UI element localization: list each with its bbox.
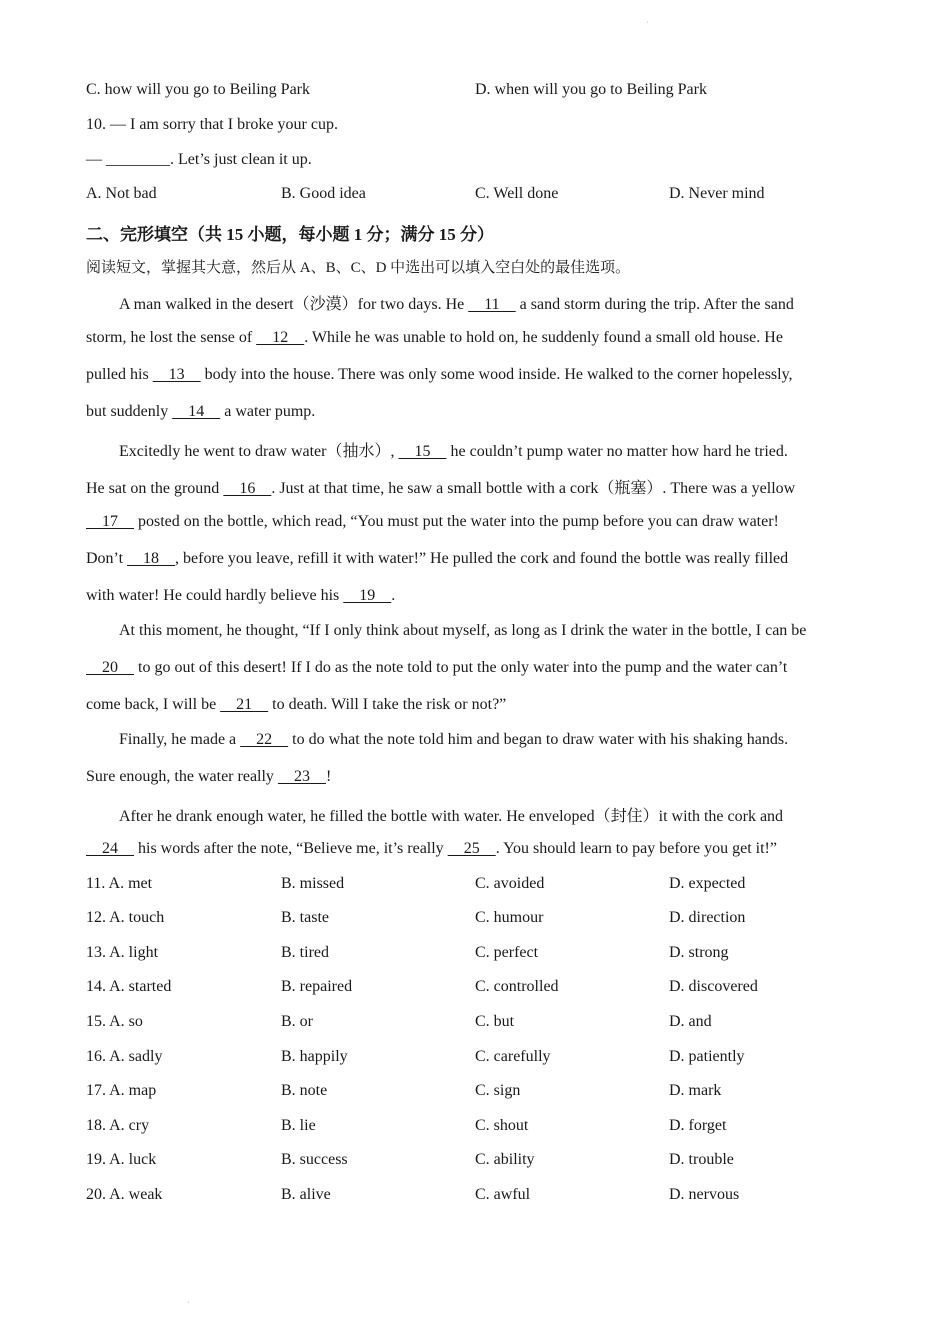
option-c: C. ability — [475, 1151, 535, 1168]
blank-25: 25 — [447, 840, 496, 857]
blank-24: 24 — [86, 840, 134, 857]
q10-option-b: B. Good idea — [281, 185, 366, 202]
p1-text: pulled his — [86, 366, 153, 383]
p2-line5 — [86, 587, 395, 605]
option-c: C. avoided — [475, 875, 545, 892]
p2-line3 — [86, 513, 779, 531]
q9-option-c: C. how will you go to Beiling Park — [86, 81, 310, 98]
q10-option-d: D. Never mind — [669, 185, 765, 202]
p1-text: storm, he lost the sense of — [86, 329, 257, 346]
section-instruction: 阅读短文，掌握其大意，然后从 A、B、C、D 中选出可以填入空白处的最佳选项。 — [86, 260, 631, 276]
p5-line1: After he drank enough water, he filled the bottle with water. He enveloped（封住）it with the cork and — [119, 808, 784, 825]
blank-15: 15 — [398, 443, 447, 460]
p1-text: body into the house. There was only some wood inside. He walked to the corner hopelessly, — [200, 366, 793, 383]
option-b: B. happily — [281, 1048, 348, 1065]
option-b: B. taste — [281, 909, 329, 926]
p2-text: Don’t — [86, 550, 128, 567]
question-row — [86, 1186, 866, 1208]
page-mark-top: · — [646, 18, 649, 27]
option-d: D. expected — [669, 875, 746, 892]
p3-text: to go out of this desert! If I do as the note told to put the only water into the pump and the water can’t — [134, 659, 788, 676]
option-b: B. or — [281, 1013, 313, 1030]
blank-18: 18 — [127, 550, 176, 567]
option-d: D. strong — [669, 944, 729, 961]
question-row — [86, 1151, 866, 1173]
question-row — [86, 1117, 866, 1139]
blank-16: 16 — [223, 480, 272, 497]
option-b: B. note — [281, 1082, 328, 1099]
page-mark-bottom: · — [187, 1298, 190, 1307]
option-a: 15. A. so — [86, 1013, 143, 1030]
option-b: B. success — [281, 1151, 348, 1168]
blank-20: 20 — [86, 659, 134, 676]
p2-text: Excitedly he went to draw water（抽水）, — [119, 443, 399, 460]
p1-text: a water pump. — [220, 403, 316, 420]
option-c: C. carefully — [475, 1048, 551, 1065]
p3-line3 — [86, 696, 506, 714]
option-c: C. humour — [475, 909, 544, 926]
option-a: 18. A. cry — [86, 1117, 150, 1134]
option-b: B. repaired — [281, 978, 353, 995]
p2-text: . Just at that time, he saw a small bottle with a cork（瓶塞）. There was a yellow — [271, 480, 796, 497]
option-d: D. discovered — [669, 978, 758, 995]
p1-text: A man walked in the desert（沙漠）for two days. He — [119, 296, 469, 313]
blank-14: 14 — [172, 403, 221, 420]
p4-text: Finally, he made a — [119, 731, 241, 748]
blank-19: 19 — [343, 587, 392, 604]
option-d: D. nervous — [669, 1186, 740, 1203]
p1-text: a sand storm during the trip. After the sand — [515, 296, 794, 313]
q10-option-a: A. Not bad — [86, 185, 157, 202]
p1-line3 — [86, 366, 793, 384]
p2-line2 — [86, 475, 795, 498]
q10-option-c: C. Well done — [475, 185, 559, 202]
question-row — [86, 1082, 866, 1104]
p5-text: . You should learn to pay before you get it!” — [495, 840, 777, 857]
p4-line1 — [119, 731, 788, 749]
option-a: 19. A. luck — [86, 1151, 157, 1168]
p3-text: come back, I will be — [86, 696, 221, 713]
question-row — [86, 978, 866, 1000]
option-c: C. controlled — [475, 978, 559, 995]
option-d: D. patiently — [669, 1048, 745, 1065]
question-row — [86, 944, 866, 966]
blank-13: 13 — [152, 366, 201, 383]
p3-text: to death. Will I take the risk or not?” — [268, 696, 507, 713]
blank-23: 23 — [277, 768, 326, 785]
blank-21: 21 — [220, 696, 269, 713]
option-a: 12. A. touch — [86, 909, 165, 926]
q10-line2: — ________. Let’s just clean it up. — [86, 151, 312, 168]
option-c: C. shout — [475, 1117, 529, 1134]
option-b: B. alive — [281, 1186, 331, 1203]
option-a: 17. A. map — [86, 1082, 157, 1099]
q10-options — [86, 185, 866, 207]
blank-12: 12 — [256, 329, 305, 346]
option-d: D. mark — [669, 1082, 722, 1099]
q9-option-d: D. when will you go to Beiling Park — [475, 81, 707, 98]
p1-text: . While he was unable to hold on, he suddenly found a small old house. He — [304, 329, 783, 346]
question-row — [86, 909, 866, 931]
p4-text: to do what the note told him and began to draw water with his shaking hands. — [288, 731, 789, 748]
blank-17: 17 — [86, 513, 134, 530]
option-a: 11. A. met — [86, 875, 153, 892]
section-heading: 二、完形填空（共 15 小题，每小题 1 分；满分 15 分） — [86, 225, 494, 244]
p1-line2 — [86, 329, 783, 347]
option-a: 16. A. sadly — [86, 1048, 163, 1065]
option-d: D. direction — [669, 909, 746, 926]
option-b: B. lie — [281, 1117, 316, 1134]
p4-text: ! — [325, 768, 332, 785]
p1-text: but suddenly — [86, 403, 173, 420]
option-c: C. sign — [475, 1082, 521, 1099]
p4-text: Sure enough, the water really — [86, 768, 278, 785]
p2-text: he couldn’t pump water no matter how hard he tried. — [446, 443, 788, 460]
p2-line4 — [86, 550, 788, 568]
option-c: C. awful — [475, 1186, 531, 1203]
option-b: B. tired — [281, 944, 329, 961]
option-a: 20. A. weak — [86, 1186, 163, 1203]
blank-11: 11 — [468, 296, 516, 313]
option-c: C. perfect — [475, 944, 539, 961]
p5-text: his words after the note, “Believe me, it’s really — [134, 840, 448, 857]
p1-line4 — [86, 403, 315, 421]
p2-text: , before you leave, refill it with water!” He pulled the cork and found the bottle was really filled — [175, 550, 789, 567]
p2-line1 — [119, 438, 788, 461]
option-b: B. missed — [281, 875, 345, 892]
p2-text: with water! He could hardly believe his — [86, 587, 344, 604]
option-d: D. and — [669, 1013, 712, 1030]
p4-line2 — [86, 768, 331, 786]
p2-text: He sat on the ground — [86, 480, 224, 497]
p2-text: . — [391, 587, 396, 604]
blank-22: 22 — [240, 731, 289, 748]
p3-line2 — [86, 659, 787, 677]
question-row — [86, 875, 866, 897]
question-row — [86, 1013, 866, 1035]
p1-line1 — [119, 291, 794, 314]
p3-line1: At this moment, he thought, “If I only think about myself, as long as I drink the water in the bottle, I can be — [119, 622, 807, 639]
option-d: D. forget — [669, 1117, 727, 1134]
p5-line2 — [86, 840, 777, 858]
option-d: D. trouble — [669, 1151, 734, 1168]
option-a: 13. A. light — [86, 944, 159, 961]
p2-text: posted on the bottle, which read, “You must put the water into the pump before you can draw water! — [134, 513, 779, 530]
q9-options — [86, 81, 866, 103]
option-c: C. but — [475, 1013, 515, 1030]
question-row — [86, 1048, 866, 1070]
q10-line1: 10. — I am sorry that I broke your cup. — [86, 116, 338, 133]
option-a: 14. A. started — [86, 978, 172, 995]
